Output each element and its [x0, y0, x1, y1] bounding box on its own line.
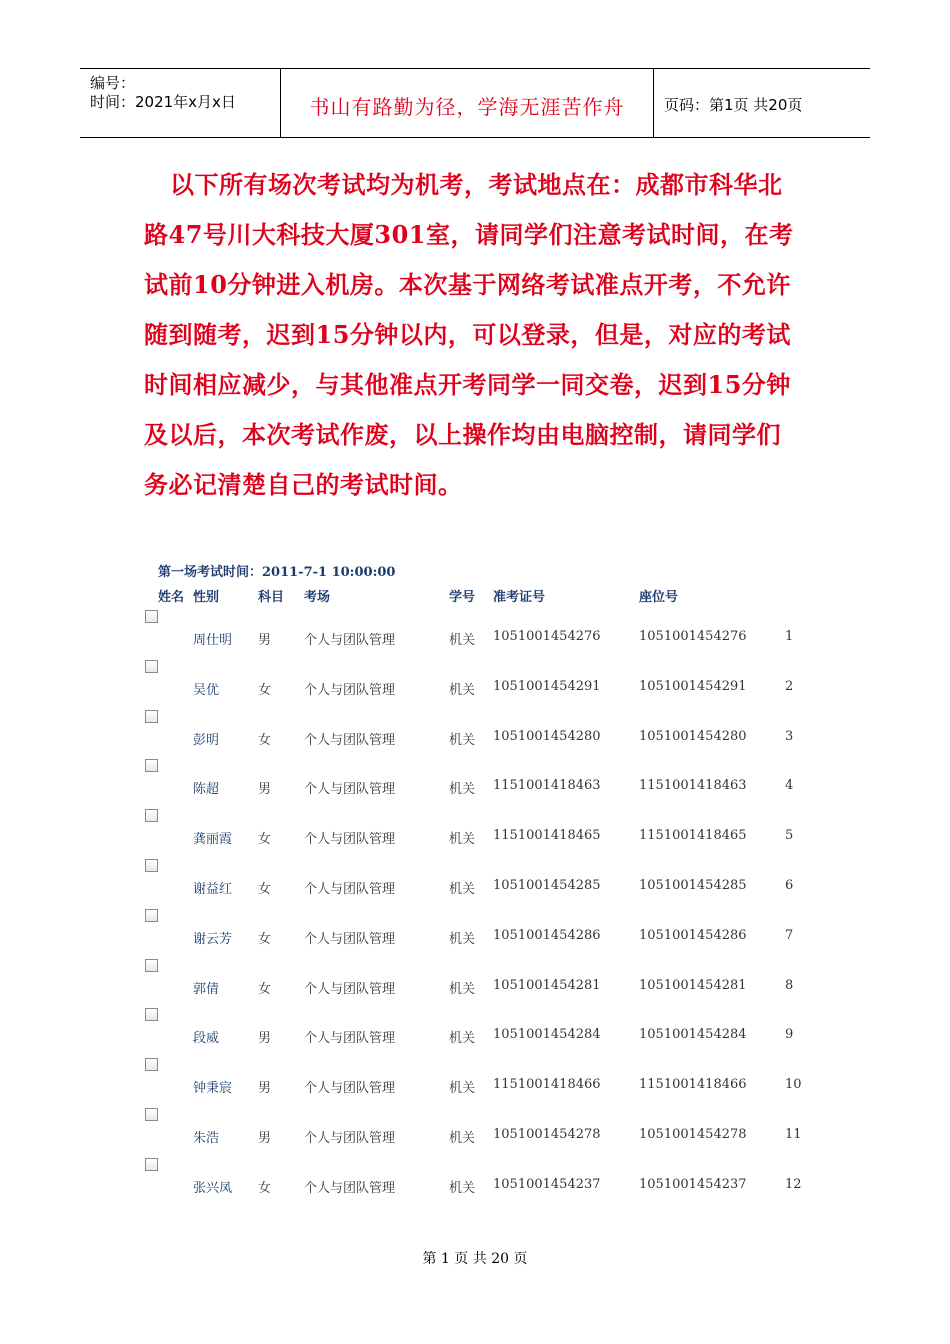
cell-subject: 个人与团队管理: [304, 1131, 396, 1146]
cell-room: 机关: [449, 633, 476, 648]
cell-student-no: 1051001454281: [493, 977, 601, 993]
table-row: [0, 755, 950, 805]
cell-student-no: 1151001418466: [493, 1077, 601, 1093]
table-row: [0, 905, 950, 955]
cell-gender: 女: [258, 882, 272, 897]
cell-room: 机关: [449, 882, 476, 897]
cell-gender: 女: [258, 981, 272, 997]
cell-room: 机关: [449, 782, 476, 798]
row-checkbox[interactable]: [145, 1008, 158, 1021]
cell-ticket-no: 1051001454278: [639, 1127, 747, 1142]
row-checkbox[interactable]: [145, 710, 158, 723]
cell-seat-no: 11: [785, 1127, 802, 1142]
cell-subject: 个人与团队管理: [304, 682, 396, 698]
table-row: [0, 606, 950, 656]
cell-seat-no: 2: [785, 678, 794, 694]
header-meta-cell: [80, 69, 281, 137]
cell-name: 谢益红: [193, 882, 233, 897]
col-header-ticket-no: 准考证号: [493, 590, 546, 605]
table-row: [0, 805, 950, 855]
header-motto-cell: [281, 69, 654, 137]
cell-gender: 女: [258, 931, 272, 947]
cell-subject: 个人与团队管理: [304, 732, 396, 748]
table-row: [0, 1104, 950, 1154]
cell-room: 机关: [449, 1081, 476, 1097]
cell-room: 机关: [449, 682, 476, 698]
cell-name: 龚丽霞: [193, 832, 233, 848]
table-row: [0, 656, 950, 706]
table-row: [0, 1004, 950, 1054]
cell-subject: 个人与团队管理: [304, 782, 396, 798]
cell-student-no: 1051001454276: [493, 629, 601, 644]
cell-seat-no: 8: [785, 977, 794, 993]
cell-gender: 女: [258, 682, 272, 698]
cell-name: 彭明: [193, 732, 220, 748]
cell-room: 机关: [449, 1031, 476, 1047]
cell-ticket-no: 1051001454284: [639, 1027, 747, 1043]
cell-gender: 女: [258, 832, 272, 848]
table-row: [0, 1054, 950, 1104]
cell-name: 周仕明: [193, 633, 233, 648]
col-header-name: 姓名: [158, 590, 185, 605]
cell-room: 机关: [449, 981, 476, 997]
row-checkbox[interactable]: [145, 859, 158, 872]
cell-subject: 个人与团队管理: [304, 633, 396, 648]
cell-gender: 男: [258, 633, 272, 648]
cell-seat-no: 7: [785, 927, 794, 943]
document-header: [80, 68, 870, 138]
table-row: [0, 706, 950, 756]
cell-ticket-no: 1151001418463: [639, 778, 747, 794]
cell-ticket-no: 1051001454280: [639, 728, 747, 744]
row-checkbox[interactable]: [145, 1108, 158, 1121]
col-header-room: 考场: [304, 590, 331, 605]
row-checkbox[interactable]: [145, 759, 158, 772]
cell-seat-no: 4: [785, 778, 794, 794]
row-checkbox[interactable]: [145, 909, 158, 922]
cell-name: 朱浩: [193, 1131, 220, 1146]
cell-ticket-no: 1151001418466: [639, 1077, 747, 1093]
cell-gender: 女: [258, 1180, 272, 1196]
cell-student-no: 1051001454291: [493, 678, 601, 694]
cell-name: 张兴凤: [193, 1180, 233, 1196]
cell-gender: 男: [258, 1031, 272, 1047]
row-checkbox[interactable]: [145, 660, 158, 673]
cell-name: 段威: [193, 1031, 220, 1047]
cell-room: 机关: [449, 1180, 476, 1196]
cell-seat-no: 10: [785, 1077, 802, 1093]
session-title: 第一场考试时间：2011-7-1 10:00:00: [158, 565, 396, 580]
cell-subject: 个人与团队管理: [304, 832, 396, 848]
row-checkbox[interactable]: [145, 1058, 158, 1071]
cell-seat-no: 6: [785, 878, 794, 893]
row-checkbox[interactable]: [145, 1158, 158, 1171]
cell-name: 吴优: [193, 682, 220, 698]
cell-ticket-no: 1051001454291: [639, 678, 747, 694]
time-label: 时间：2021年x月x日: [90, 93, 236, 111]
page-footer: 第 1 页 共 20 页: [422, 1251, 528, 1267]
cell-student-no: 1051001454280: [493, 728, 601, 744]
cell-subject: 个人与团队管理: [304, 931, 396, 947]
row-checkbox[interactable]: [145, 610, 158, 623]
cell-room: 机关: [449, 732, 476, 748]
col-header-student-no: 学号: [449, 590, 476, 605]
col-header-seat-no: 座位号: [639, 590, 679, 605]
cell-gender: 男: [258, 1131, 272, 1146]
cell-seat-no: 5: [785, 828, 794, 844]
cell-student-no: 1051001454285: [493, 878, 601, 893]
cell-ticket-no: 1051001454285: [639, 878, 747, 893]
cell-ticket-no: 1051001454237: [639, 1176, 747, 1192]
cell-subject: 个人与团队管理: [304, 882, 396, 897]
cell-room: 机关: [449, 832, 476, 848]
row-checkbox[interactable]: [145, 809, 158, 822]
cell-subject: 个人与团队管理: [304, 1081, 396, 1097]
cell-room: 机关: [449, 1131, 476, 1146]
table-row: [0, 1154, 950, 1204]
cell-student-no: 1051001454237: [493, 1176, 601, 1192]
cell-seat-no: 9: [785, 1027, 794, 1043]
cell-seat-no: 1: [785, 629, 794, 644]
col-header-subject: 科目: [258, 590, 285, 605]
table-row: [0, 855, 950, 905]
cell-student-no: 1151001418463: [493, 778, 601, 794]
cell-subject: 个人与团队管理: [304, 1180, 396, 1196]
cell-student-no: 1051001454278: [493, 1127, 601, 1142]
cell-name: 钟秉宸: [193, 1081, 233, 1097]
cell-gender: 女: [258, 732, 272, 748]
col-header-gender: 性别: [193, 590, 220, 605]
exam-notice: 以下所有场次考试均为机考，考试地点在：成都市科华北路47号川大科技大厦301室，请同学们注意考试时间，在考试前10分钟进入机房。本次基于网络考试准点开考，不允许随到随考，迟到15分钟以内，可以登录，但是，对应的考试时间相应减少，与其他准点开考同学一同交卷，迟到15分钟及以后，本次考试作废，以上操作均由电脑控制，请同学们务必记清楚自己的考试时间。: [144, 170, 794, 499]
cell-ticket-no: 1051001454286: [639, 927, 747, 943]
cell-gender: 男: [258, 1081, 272, 1097]
cell-student-no: 1051001454284: [493, 1027, 601, 1043]
row-checkbox[interactable]: [145, 959, 158, 972]
motto: 书山有路勤为径，学海无涯苦作舟: [309, 95, 625, 119]
serial-label: 编号：: [90, 74, 136, 92]
cell-seat-no: 12: [785, 1176, 802, 1192]
cell-room: 机关: [449, 931, 476, 947]
cell-name: 谢云芳: [193, 931, 233, 947]
cell-student-no: 1151001418465: [493, 828, 601, 844]
cell-ticket-no: 1051001454281: [639, 977, 747, 993]
cell-name: 陈超: [193, 782, 220, 798]
table-row: [0, 955, 950, 1005]
cell-seat-no: 3: [785, 728, 794, 744]
cell-ticket-no: 1151001418465: [639, 828, 747, 844]
cell-name: 郭倩: [193, 981, 220, 997]
cell-subject: 个人与团队管理: [304, 1031, 396, 1047]
cell-ticket-no: 1051001454276: [639, 629, 747, 644]
cell-gender: 男: [258, 782, 272, 798]
cell-student-no: 1051001454286: [493, 927, 601, 943]
page-info: 页码：第1页 共20页: [664, 96, 803, 114]
cell-subject: 个人与团队管理: [304, 981, 396, 997]
